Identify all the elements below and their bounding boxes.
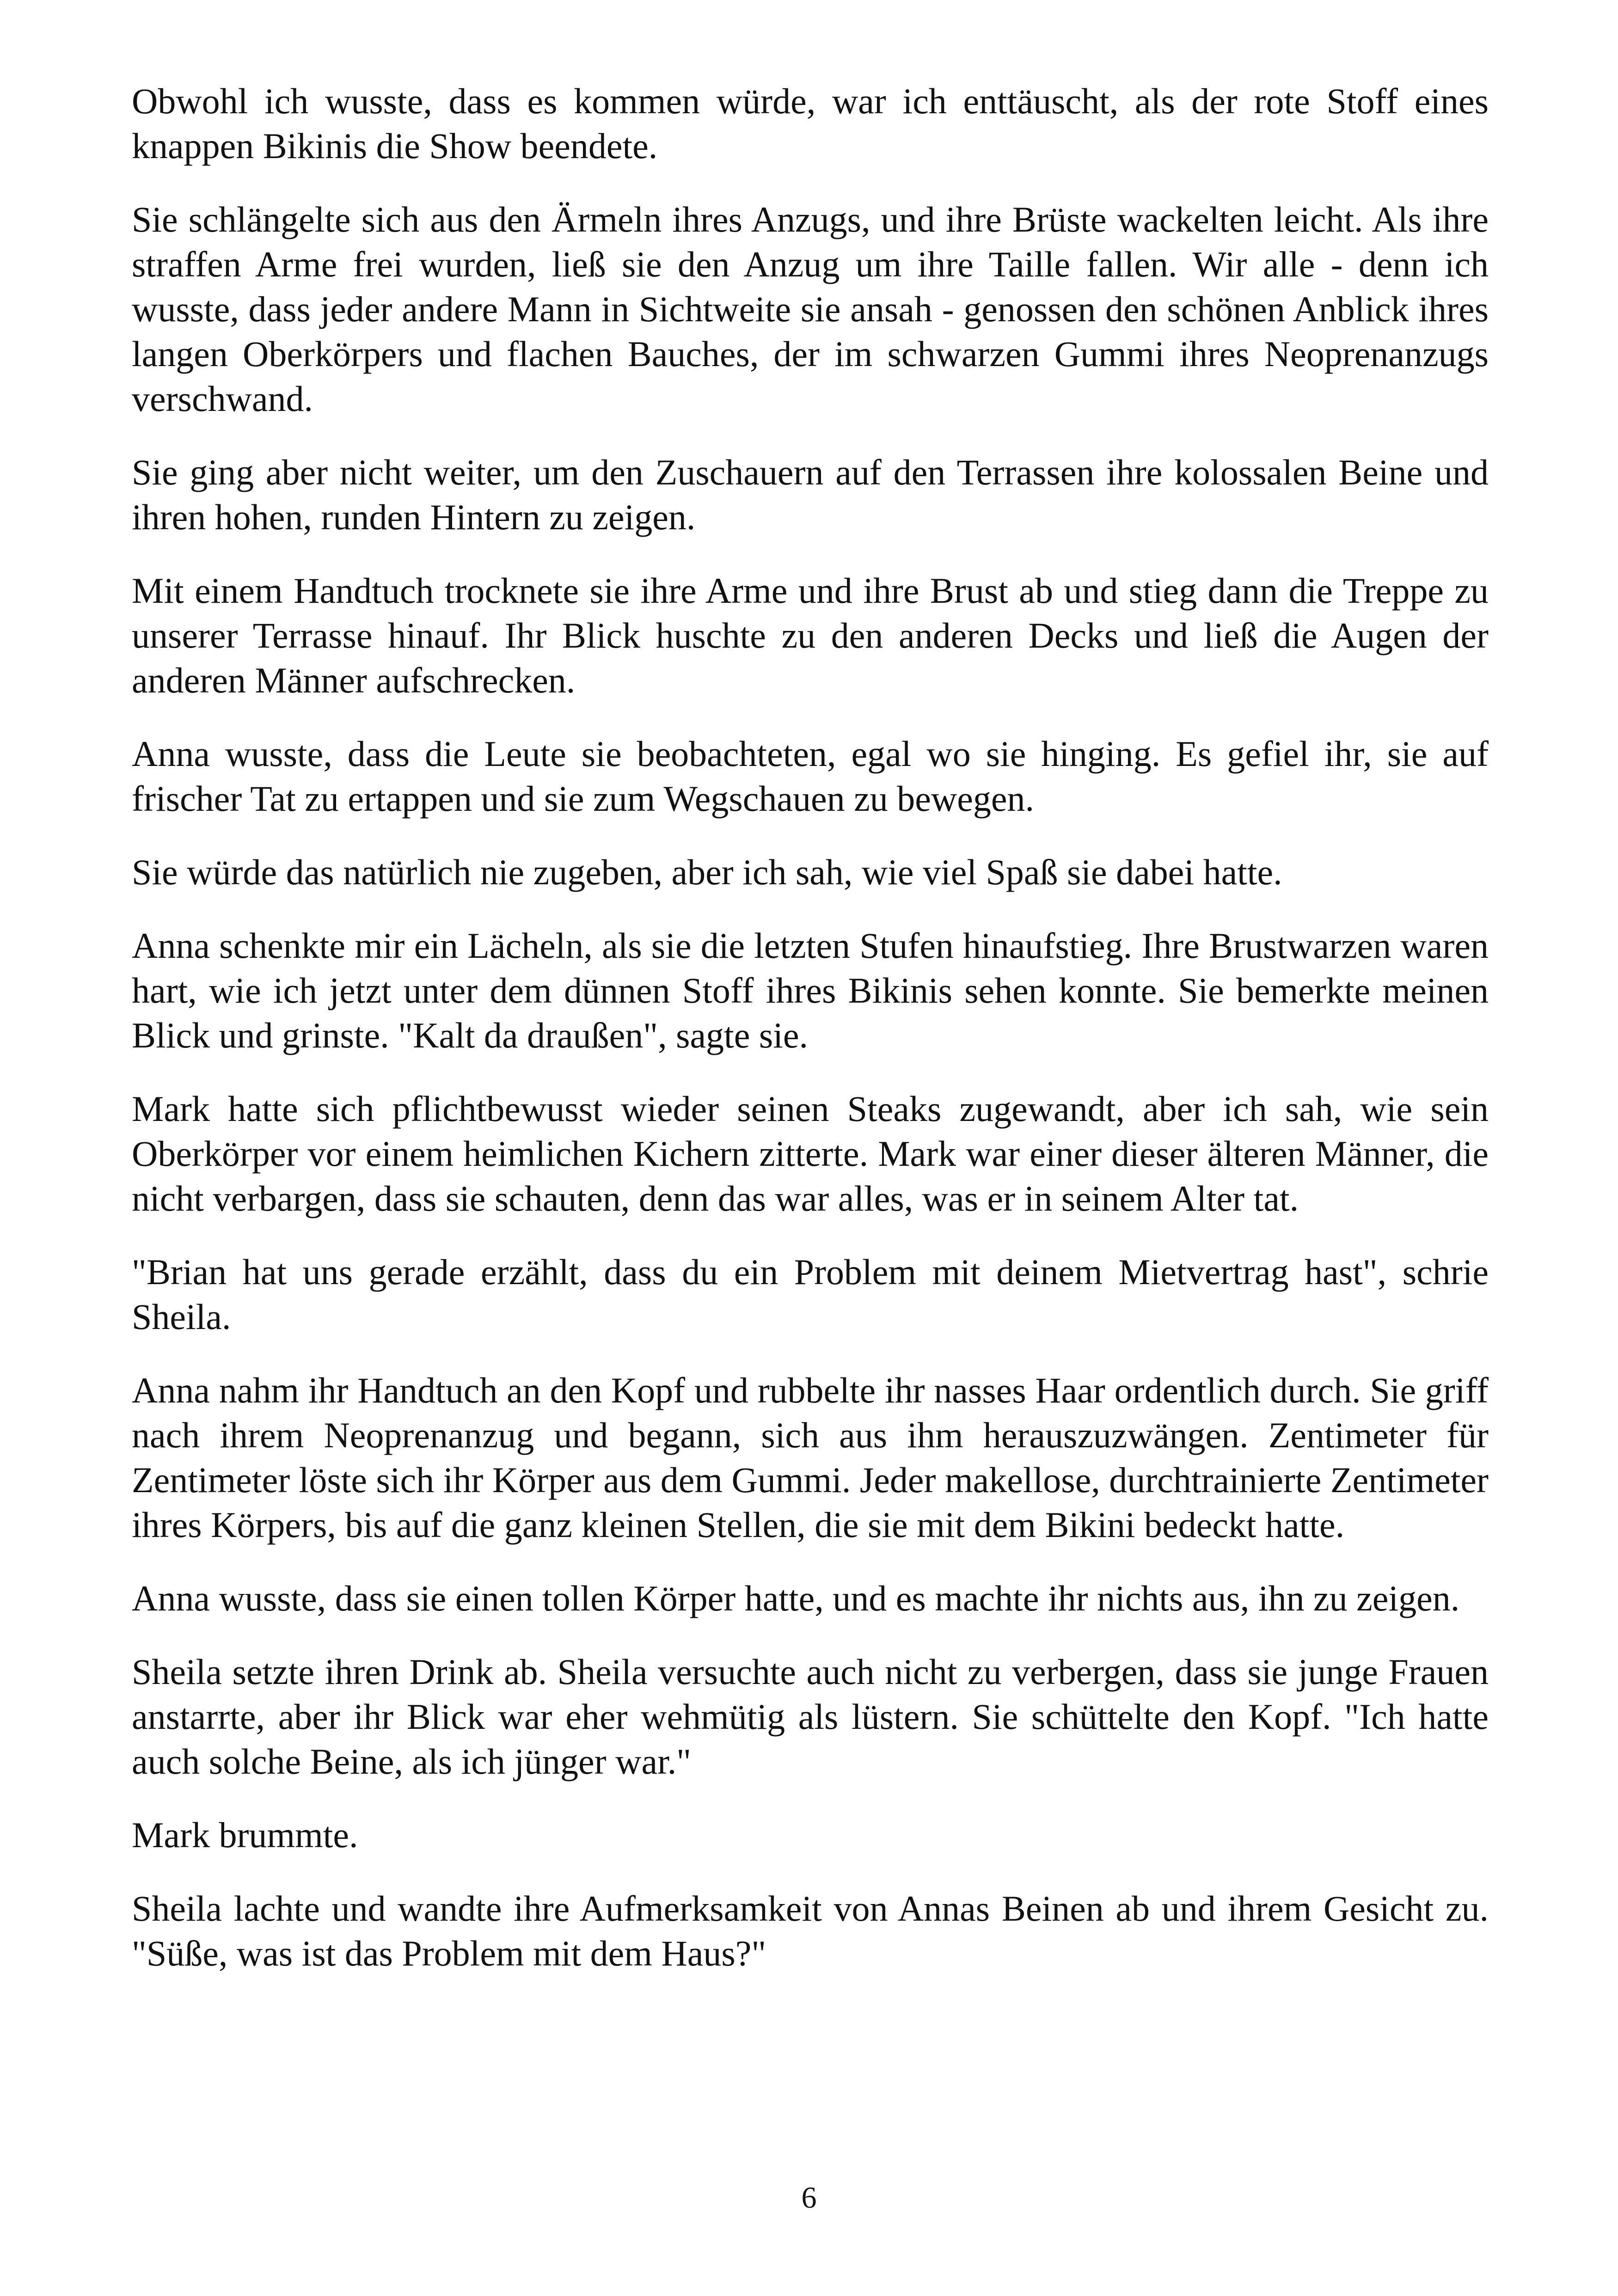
page-number: 6 [801,2181,817,2215]
paragraph: Sie würde das natürlich nie zugeben, aber ich sah, wie viel Spaß sie dabei hatte. [132,852,1282,892]
paragraph: Anna wusste, dass die Leute sie beobachteten, egal wo sie hinging. Es gefiel ihr, sie auf frischer Tat zu ertappen und sie zum Wegschauen zu bewegen. [132,734,1489,819]
paragraph: Obwohl ich wusste, dass es kommen würde, war ich enttäuscht, als der rote Stoff eines knappen Bikinis die Show beendete. [132,81,1489,166]
paragraph: Mark hatte sich pflichtbewusst wieder seinen Steaks zugewandt, aber ich sah, wie sein Oberkörper vor einem heimlichen Kichern zitterte. Mark war einer dieser älteren Männer, die nicht verbargen, dass sie schauten, denn das war alles, was er in seinem Alter tat. [132,1089,1489,1218]
paragraph: Sie ging aber nicht weiter, um den Zuschauern auf den Terrassen ihre kolossalen Beine und ihren hohen, runden Hintern zu zeigen. [132,452,1489,537]
paragraph: Sheila lachte und wandte ihre Aufmerksamkeit von Annas Beinen ab und ihrem Gesicht zu. "Süße, was ist das Problem mit dem Haus?" [132,1888,1489,1973]
paragraph: Anna schenkte mir ein Lächeln, als sie die letzten Stufen hinaufstieg. Ihre Brustwarzen waren hart, wie ich jetzt unter dem dünnen Stoff ihres Bikinis sehen konnte. Sie bemerkte meinen Blick und grinste. "Kalt da draußen", sagte sie. [132,925,1489,1055]
paragraph: Sheila setzte ihren Drink ab. Sheila versuchte auch nicht zu verbergen, dass sie junge Frauen anstarrte, aber ihr Blick war eher wehmütig als lüstern. Sie schüttelte den Kopf. "Ich hatte auch solche Beine, als ich jünger war." [132,1652,1489,1782]
paragraph: Mark brummte. [132,1815,358,1855]
paragraph: Mit einem Handtuch trocknete sie ihre Arme und ihre Brust ab und stieg dann die Treppe zu unserer Terrasse hinauf. Ihr Blick huschte zu den anderen Decks und ließ die Augen der anderen Männer aufschrecken. [132,570,1489,700]
page-body [132,79,1489,2004]
paragraph: Anna nahm ihr Handtuch an den Kopf und rubbelte ihr nasses Haar ordentlich durch. Sie griff nach ihrem Neoprenanzug und begann, sich aus ihm herauszuzwängen. Zentimeter für Zentimeter löste sich ihr Körper aus dem Gummi. Jeder makellose, durchtrainierte Zentimeter ihres Körpers, bis auf die ganz kleinen Stellen, die sie mit dem Bikini bedeckt hatte. [132,1370,1489,1545]
paragraph: Sie schlängelte sich aus den Ärmeln ihres Anzugs, und ihre Brüste wackelten leicht. Als ihre straffen Arme frei wurden, ließ sie den Anzug um ihre Taille fallen. Wir alle - denn ich wusste, dass jeder andere Mann in Sichtweite sie ansah - genossen den schönen Anblick ihres langen Oberkörpers und flachen Bauches, der im schwarzen Gummi ihres Neoprenanzugs verschwand. [132,199,1489,419]
paragraph: Anna wusste, dass sie einen tollen Körper hatte, und es machte ihr nichts aus, ihn zu zeigen. [132,1578,1460,1618]
paragraph: "Brian hat uns gerade erzählt, dass du ein Problem mit deinem Mietvertrag hast", schrie Sheila. [132,1252,1489,1337]
